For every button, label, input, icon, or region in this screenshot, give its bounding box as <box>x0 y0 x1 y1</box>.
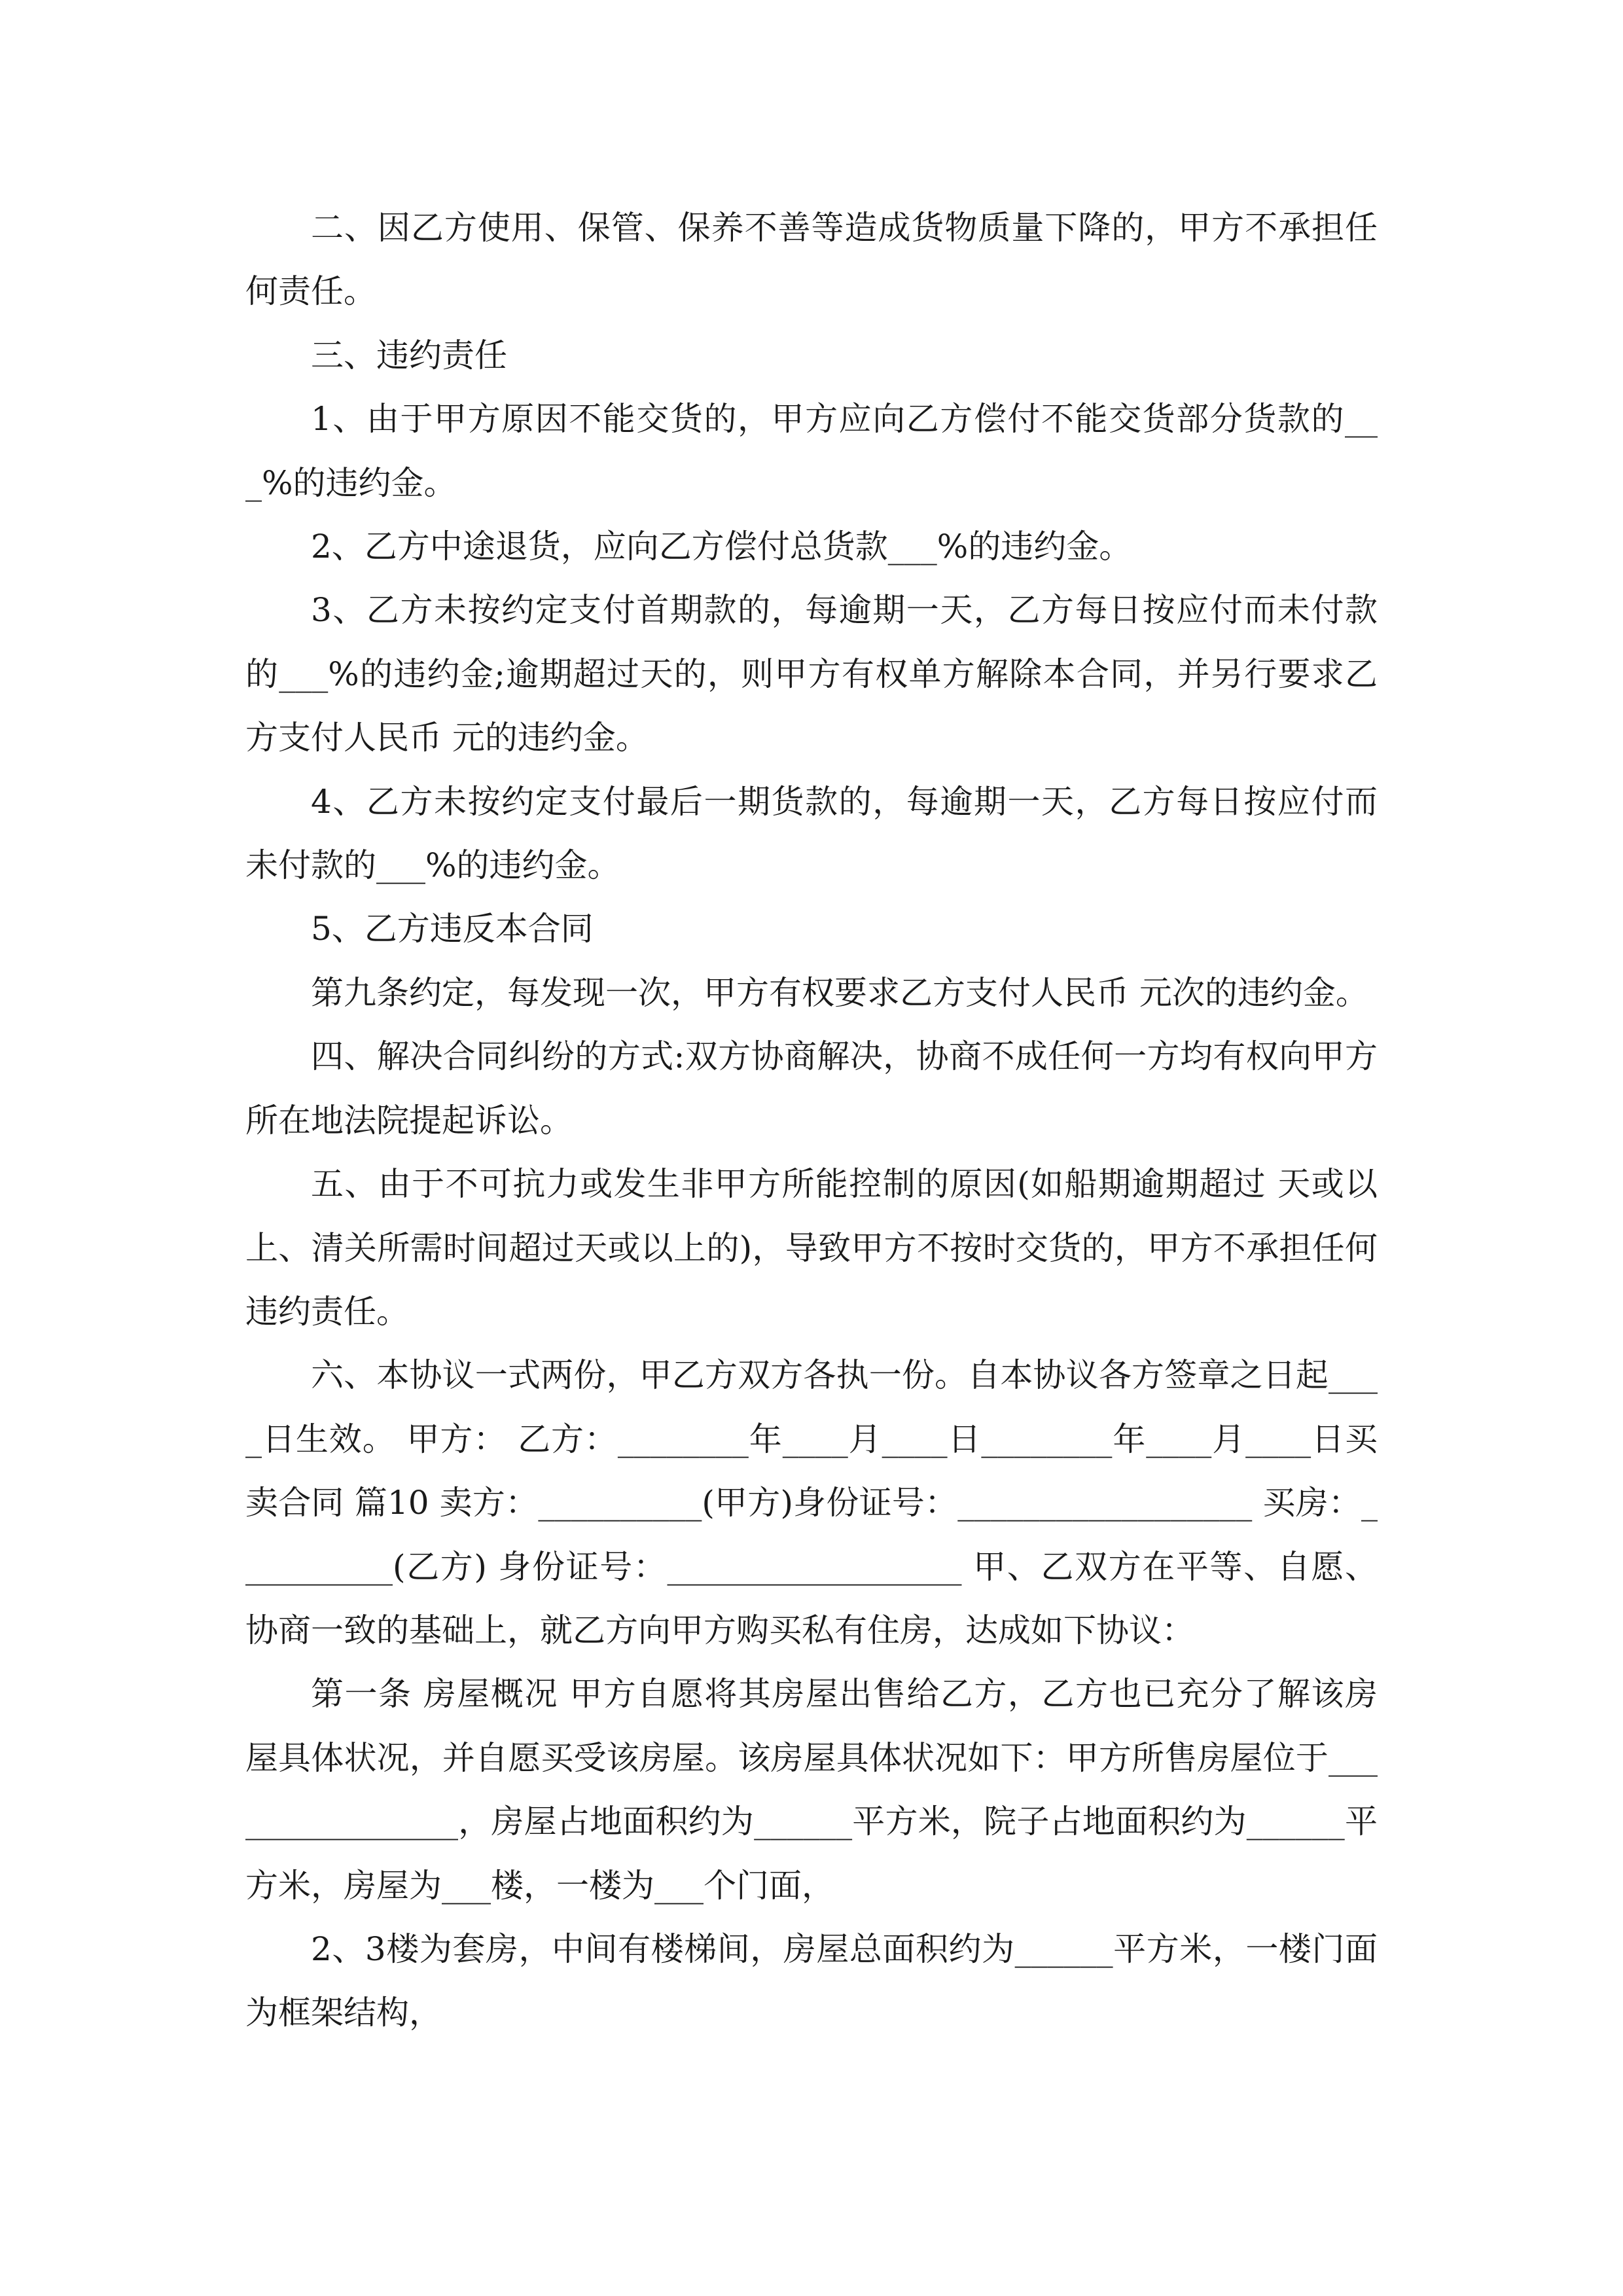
paragraph: 六、本协议一式两份，甲乙方双方各执一份。自本协议各方签章之日起____日生效。 甲方： 乙方：________年____月____日________年____月____日买卖合同 篇10 卖方：__________(甲方)身份证号：__________________ 买房：__________(乙方) 身份证号：__________________ 甲、乙双方在平等、自愿、协商一致的基础上，就乙方向甲方购买私有住房，达成如下协议： <box>245 1356 1378 1649</box>
paragraph: 五、由于不可抗力或发生非甲方所能控制的原因(如船期逾期超过 天或以上、清关所需时间超过天或以上的)，导致甲方不按时交货的，甲方不承担任何违约责任。 <box>245 1165 1378 1331</box>
paragraph: 二、因乙方使用、保管、保养不善等造成货物质量下降的，甲方不承担任何责任。 <box>245 209 1378 311</box>
paragraph: 3、乙方未按约定支付首期款的，每逾期一天，乙方每日按应付而未付款的___%的违约金;逾期超过天的，则甲方有权单方解除本合同，并另行要求乙方支付人民币 元的违约金。 <box>245 591 1378 757</box>
paragraph: 第一条 房屋概况 甲方自愿将其房屋出售给乙方，乙方也已充分了解该房屋具体状况，并自愿买受该房屋。该房屋具体状况如下：甲方所售房屋位于________________，房屋占地面积约为______平方米，院子占地面积约为______平方米，房屋为___楼，一楼为___个门面， <box>245 1675 1378 1905</box>
paragraph: 5、乙方违反本合同 <box>311 910 594 948</box>
paragraph: 四、解决合同纠纷的方式:双方协商解决，协商不成任何一方均有权向甲方所在地法院提起诉讼。 <box>245 1037 1378 1139</box>
paragraph: 2、乙方中途退货，应向乙方偿付总货款___%的违约金。 <box>311 528 1132 566</box>
paragraph: 第九条约定，每发现一次，甲方有权要求乙方支付人民币 元次的违约金。 <box>311 973 1368 1012</box>
paragraph: 1、由于甲方原因不能交货的，甲方应向乙方偿付不能交货部分货款的___%的违约金。 <box>245 400 1378 502</box>
section-heading: 三、违约责任 <box>311 336 507 374</box>
paragraph: 4、乙方未按约定支付最后一期货款的，每逾期一天，乙方每日按应付而未付款的___%的违约金。 <box>245 782 1378 885</box>
paragraph: 2、3楼为套房，中间有楼梯间，房屋总面积约为______平方米，一楼门面为框架结构， <box>245 1929 1378 2032</box>
document-body <box>245 196 1378 2045</box>
